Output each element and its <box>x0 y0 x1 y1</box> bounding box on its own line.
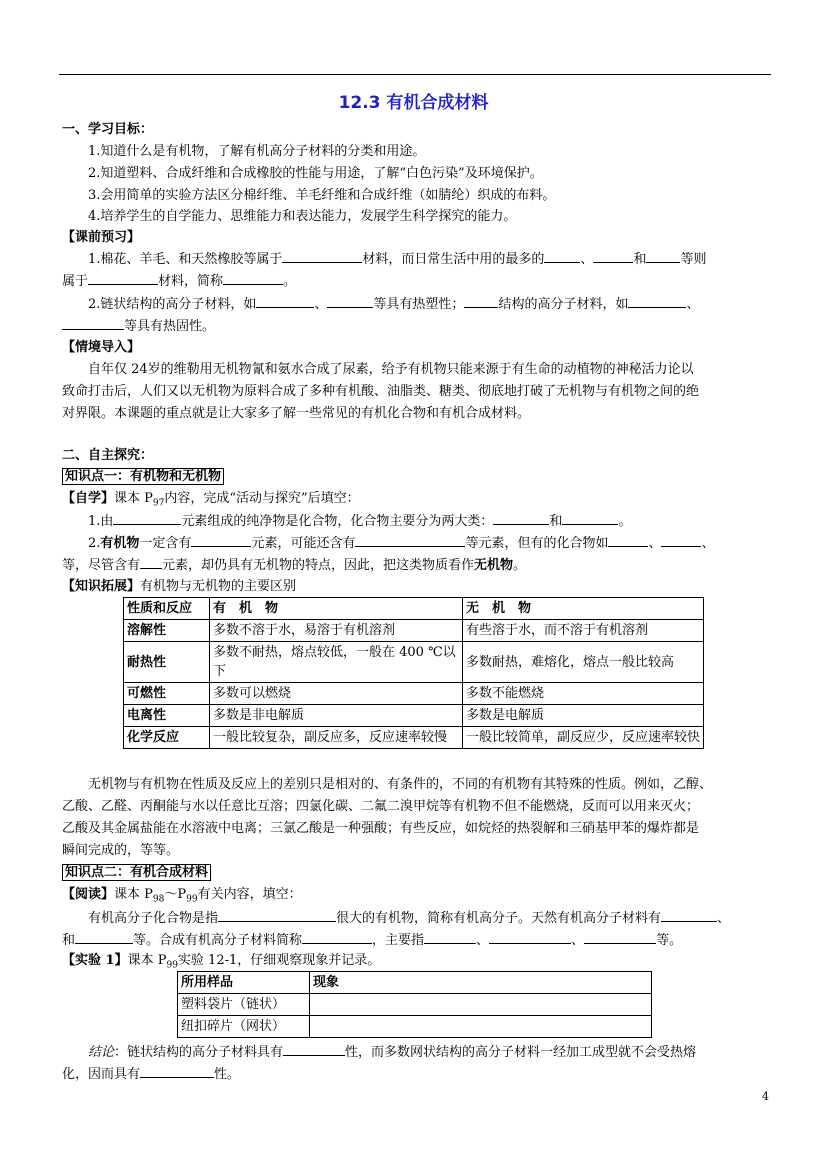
page-title: 12.3 有机合成材料 <box>338 93 489 113</box>
self-study-line: 【自学】课本 $P_{97}$内容，完成“活动与探究”后填空： <box>62 491 360 509</box>
preview-line-2: 属于 材料，简称 。 <box>62 271 296 292</box>
table-row <box>124 705 704 727</box>
table-cell: 塑料袋片（链状） <box>178 994 310 1016</box>
table-cell: 多数是非电解质 <box>210 705 463 727</box>
intro-line-3: 对界限。本课题的重点就是让大家多了解一些常见的有机化合物和有机合成材料。 <box>62 406 531 421</box>
table-row <box>124 620 704 642</box>
table-row <box>178 1016 652 1038</box>
table-cell: 可燃性 <box>124 683 210 705</box>
knowledge-point-2-heading: 知识点二：有机合成材料 <box>62 863 211 883</box>
table-cell: 多数耐热，难熔化，熔点一般比较高 <box>463 642 704 683</box>
organic-inorganic-table <box>123 597 704 749</box>
header-rule <box>59 74 771 75</box>
table-cell <box>310 994 652 1016</box>
table-cell: 耐热性 <box>124 642 210 683</box>
table-cell: 电离性 <box>124 705 210 727</box>
goal-1: 1.知道什么是有机物，了解有机高分子材料的分类和用途。 <box>88 144 426 159</box>
k1-line-3: 等，尽管含有 元素，却仍具有无机物的特点，因此，把这类物质看作无机物。 <box>62 555 526 576</box>
section-1-heading: 一、学习目标： <box>62 122 154 137</box>
intro-line-1: 自年仅 24岁的维勒用无机物氰和氨水合成了尿素，给予有机物只能来源于有生命的动植物的神秘活力论以 <box>88 362 694 377</box>
table-header: 无 机 物 <box>463 598 704 620</box>
table-header: 现象 <box>310 972 652 994</box>
reading-line: 【阅读】课本 $P_{98}\sim P_{99}$有关内容，填空： <box>62 887 302 905</box>
knowledge-extension-line: 【知识拓展】有机物与无机物的主要区别 <box>62 579 297 594</box>
table-cell: 多数不能燃烧 <box>463 683 704 705</box>
table-cell: 多数不溶于水，易溶于有机溶剂 <box>210 620 463 642</box>
intro-heading: 【情境导入】 <box>62 340 141 355</box>
table-cell: 多数是电解质 <box>463 705 704 727</box>
table-header: 所用样品 <box>178 972 310 994</box>
experiment-1-line: 【实验 1】课本 $P_{99}$实验 12-1，仔细观察现象并记录。 <box>62 953 381 971</box>
goal-2: 2.知道塑料、合成纤维和合成橡胶的性能与用途，了解“白色污染”及环境保护。 <box>88 166 543 181</box>
table-cell: 化学反应 <box>124 727 210 749</box>
table-cell: 一般比较简单，副反应少，反应速率较快 <box>463 727 704 749</box>
k2-line-2: 和 等。合成有机高分子材料简称 ，主要指 、 、 等。 <box>62 930 682 951</box>
conclusion-line-1: 结论：链状结构的高分子材料具有 性，而多数网状结构的高分子材料一经加工成型就不会受热熔 <box>88 1042 696 1063</box>
table-cell: 溶解性 <box>124 620 210 642</box>
para2-line-4: 瞬间完成的，等等。 <box>62 843 180 858</box>
para2-line-1: 无机物与有机物在性质及反应上的差别只是相对的、有条件的，不同的有机物有其特殊的性质。例如，乙醇、 <box>88 777 713 792</box>
table-row <box>124 727 704 749</box>
goal-3: 3.会用简单的实验方法区分棉纤维、羊毛纤维和合成纤维（如腈纶）织成的布料。 <box>88 188 556 203</box>
table-cell: 一般比较复杂，副反应多，反应速率较慢 <box>210 727 463 749</box>
table-cell: 纽扣碎片（网状） <box>178 1016 310 1038</box>
goal-4: 4.培养学生的自学能力、思维能力和表达能力，发展学生科学探究的能力。 <box>88 209 517 224</box>
preview-line-1: 1.棉花、羊毛、和天然橡胶等属于 材料，而日常生活中用的最多的 、 和 等则 <box>88 249 706 270</box>
k1-line-2: 2.有机物一定含有 元素，可能还含有 等元素，但有的化合物如 、 、 <box>88 533 715 554</box>
table-cell: 多数不耐热，熔点较低，一般在 400 ℃以下 <box>210 642 463 683</box>
table-row <box>124 642 704 683</box>
table-row <box>124 683 704 705</box>
table-header: 有 机 物 <box>210 598 463 620</box>
conclusion-line-2: 化，因而具有 性。 <box>62 1064 240 1085</box>
table-header-row <box>124 598 704 620</box>
experiment-table <box>177 971 652 1038</box>
table-cell: 有些溶于水，而不溶于有机溶剂 <box>463 620 704 642</box>
k2-line-1: 有机高分子化合物是指 很大的有机物，简称有机高分子。天然有机高分子材料有 、 <box>88 908 730 929</box>
knowledge-point-1-heading: 知识点一：有机物和无机物 <box>62 467 224 487</box>
k1-line-1: 1.由 元素组成的纯净物是化合物，化合物主要分为两大类： 和 。 <box>88 511 631 532</box>
table-row <box>178 994 652 1016</box>
preview-line-4: 等具有热固性。 <box>62 316 215 337</box>
intro-line-2: 致命打击后，人们又以无机物为原料合成了多种有机酸、油脂类、糖类、彻底地打破了无机物与有机物之间的绝 <box>62 384 700 399</box>
section-2-heading: 二、自主探究： <box>62 448 154 463</box>
preview-line-3: 2.链状结构的高分子材料，如 、 等具有热塑性； 结构的高分子材料，如 、 <box>88 294 699 315</box>
table-header-row <box>178 972 652 994</box>
table-header: 性质和反应 <box>124 598 210 620</box>
para2-line-3: 乙酸及其金属盐能在水溶液中电离；三氯乙酸是一种强酸；有些反应，如烷烃的热裂解和三硝基甲苯的爆炸都是 <box>62 821 700 836</box>
table-cell: 多数可以燃烧 <box>210 683 463 705</box>
para2-line-2: 乙酸、乙醛、丙酮能与水以任意比互溶；四氯化碳、二氟二溴甲烷等有机物不但不能燃烧，反而可以用来灭火； <box>62 799 700 814</box>
table-cell <box>310 1016 652 1038</box>
preview-heading: 【课前预习】 <box>62 230 141 245</box>
page-number: 4 <box>762 1090 769 1103</box>
